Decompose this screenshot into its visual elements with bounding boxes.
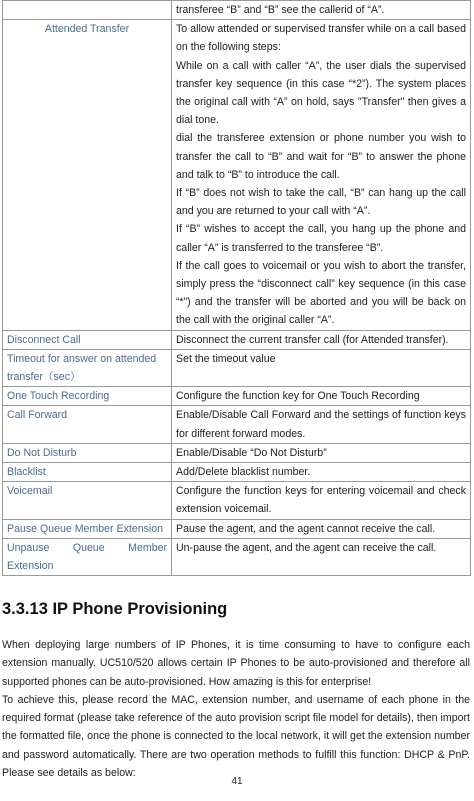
table-cell-description: Configure the function keys for entering voicemail and check extension voicemail. (172, 482, 471, 519)
table-row (3, 406, 471, 443)
table-row (3, 443, 471, 462)
table-cell-description: Add/Delete blacklist number. (172, 463, 471, 482)
table-cell-description: Set the timeout value (172, 349, 471, 386)
row-label-one-touch-recording: One Touch Recording (3, 387, 172, 406)
table-cell-description: Disconnect the current transfer call (for Attended transfer). (172, 330, 471, 349)
table-row (3, 1, 471, 20)
table-cell-name (3, 20, 172, 330)
table-cell-description: Un-pause the agent, and the agent can receive the call. (172, 538, 471, 575)
row-label-blacklist: Blacklist (3, 463, 172, 482)
row-label-attended-transfer: Attended Transfer (44, 23, 130, 36)
feature-table (2, 0, 471, 576)
table-cell-description: Configure the function key for One Touch Recording (172, 387, 471, 406)
table-cell-description: Enable/Disable “Do Not Disturb” (172, 443, 471, 462)
table-row (3, 463, 471, 482)
row-label-call-forward: Call Forward (3, 406, 172, 443)
paragraph: When deploying large numbers of IP Phones, it is time consuming to have to configure each extension manually. UC510/520 allows certain IP Phones to be auto-provisioned and therefore all supported phones can be auto-provisioned. How amazing is this for enterprise! (2, 639, 470, 688)
table-cell-name (3, 1, 172, 20)
row-label-timeout: Timeout for answer on attended transfer（sec） (3, 349, 172, 386)
table-row (3, 538, 471, 575)
row-label-voicemail: Voicemail (3, 482, 172, 519)
table-cell-description: Pause the agent, and the agent cannot receive the call. (172, 519, 471, 538)
paragraph: To achieve this, please record the MAC, extension number, and username of each phone in the required format (please take reference of the auto provision script file model for details), then import the formatted file, once the phone is connected to the local network, it will get the extension number and password automatically. There are two operation methods to fulfill this function: DHCP & PnP. Please see details as below: (2, 693, 470, 780)
row-label-unpause-queue-member: Unpause Queue Member Extension (3, 538, 172, 575)
row-label-disconnect-call: Disconnect Call (3, 330, 172, 349)
row-label-pause-queue-member: Pause Queue Member Extension (3, 519, 172, 538)
section-body (2, 636, 470, 782)
table-cell-description: To allow attended or supervised transfer while on a call based on the following steps: While on a call with caller “A”, the user dials the supervised transfer key sequence (in this case “*2”). The system places the original call with “A” on hold, says "Transfer" then gives a dial tone. dial the transferee extension or phone number you wish to transfer the call to “B” and wait for “B” to answer the phone and talk to “B” to introduce the call. If “B” does not wish to take the call, “B” can hang up the call and you are returned to your call with “A”. If “B” wishes to accept the call, you hang up the phone and caller “A” is transferred to the transferee “B”. If the call goes to voicemail or you wish to abort the transfer, simply press the “disconnect call” key sequence (in this case “*”) and the transfer will be aborted and you will be back on the call with the original caller “A”. (172, 20, 471, 330)
page-number: 41 (231, 776, 243, 787)
table-cell-description: Enable/Disable Call Forward and the settings of function keys for different forward modes. (172, 406, 471, 443)
table-row (3, 519, 471, 538)
table-row (3, 20, 471, 330)
row-label-do-not-disturb: Do Not Disturb (3, 443, 172, 462)
table-cell-description: transferee “B” and “B” see the callerid of “A”. (172, 1, 471, 20)
table-row (3, 330, 471, 349)
table-row (3, 482, 471, 519)
section-heading: 3.3.13 IP Phone Provisioning (2, 600, 228, 618)
table-row (3, 349, 471, 386)
table-row (3, 387, 471, 406)
